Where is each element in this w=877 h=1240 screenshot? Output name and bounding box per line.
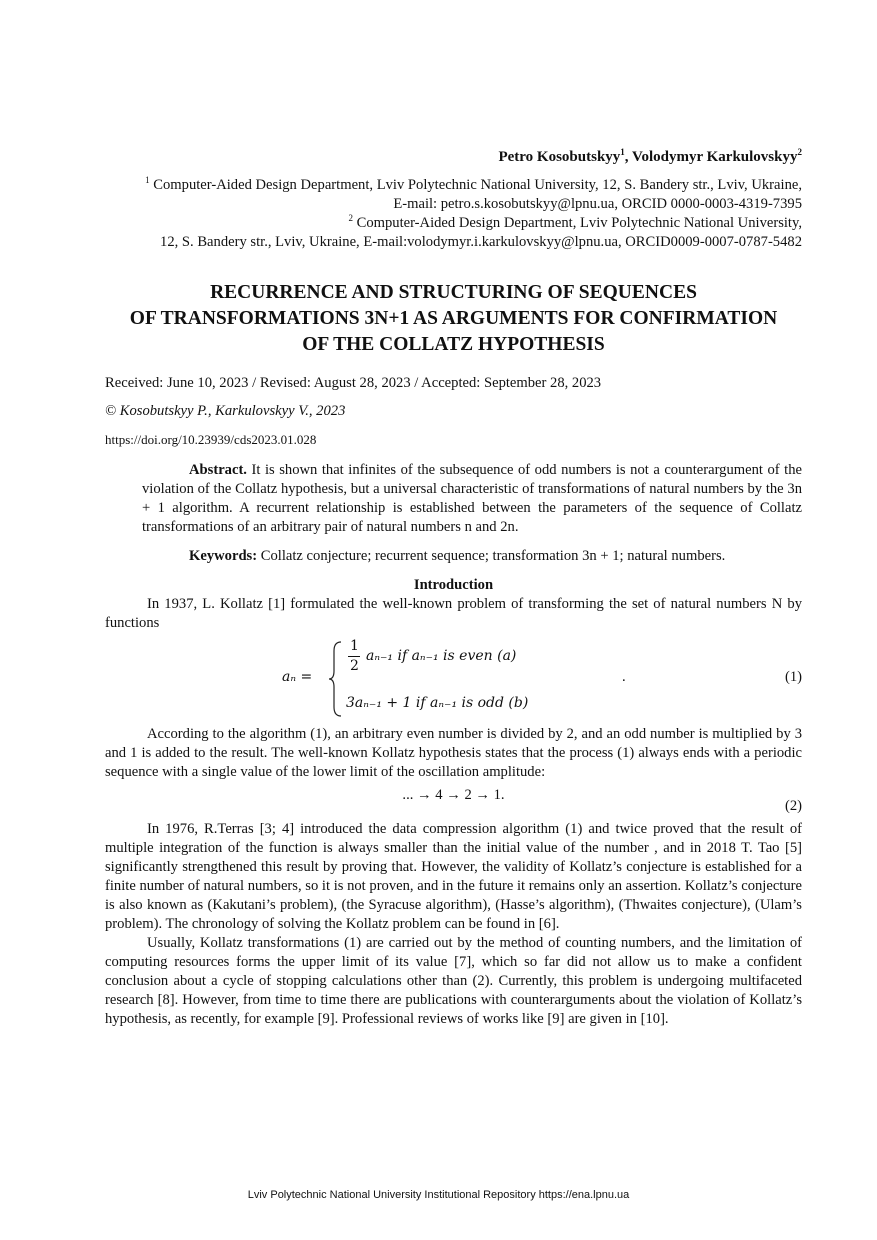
dates: Received: June 10, 2023 / Revised: August 28, 2023 / Accepted: September 28, 2023	[105, 375, 602, 391]
abstract	[142, 461, 802, 537]
author-1-sup: 1	[620, 147, 625, 157]
aff-sup: 2	[348, 213, 353, 224]
aff-sup: 1	[145, 175, 150, 186]
paper-title	[0, 280, 877, 358]
equation-number: (1)	[784, 669, 802, 685]
equation-1-row	[105, 637, 802, 719]
affiliation-1-line1	[102, 176, 802, 195]
author-sep: ,	[624, 149, 633, 165]
copyright: © Kosobutskyy P., Karkulovskyy V., 2023	[105, 403, 346, 419]
paragraph-2: According to the algorithm (1), an arbitrary even number is divided by 2, and an odd number is multiplied by 3 and 1 is added to the result. The well-known Kollatz hypothesis states that the process (1) always ends with a periodic sequence with a single value of the lower limit of the oscillation amplitude:	[105, 726, 802, 780]
equation-number: (2)	[784, 798, 802, 814]
author-1: Petro Kosobutskyy	[498, 149, 621, 165]
section-heading: Introduction	[413, 577, 494, 593]
paragraph-4: Usually, Kollatz transformations (1) are carried out by the method of counting numbers, and the limitation of computing resources forms the upper limit of its value [7], which so far did not allow us to make a confident conclusion about a cycle of stopping calculations other than (2). Currently, this problem is undergoing multifaceted research [8]. However, from time to time there are publications with counterarguments about the violation of Kollatz’s hypothesis, as recently, for example [9]. Professional reviews of works like [9] are given in [10].	[105, 935, 802, 1027]
footer-repository: Lviv Polytechnic National University Institutional Repository https://ena.lpnu.ua	[247, 1189, 630, 1201]
affiliation-2-line1	[102, 214, 802, 233]
eq-dot: .	[622, 669, 626, 685]
abstract-label: Abstract.	[189, 462, 247, 478]
affiliations	[102, 176, 802, 252]
keywords-text: Collatz conjecture; recurrent sequence; transformation 3n + 1; natural numbers.	[257, 548, 726, 564]
paragraph-1: In 1937, L. Kollatz [1] formulated the well-known problem of transforming the set of natural numbers N by functions	[105, 596, 802, 631]
equation-1	[282, 637, 682, 719]
author-2-sup: 2	[797, 147, 802, 157]
eq-lhs: aₙ =	[282, 669, 313, 685]
eq-case-a: aₙ₋₁ if aₙ₋₁ is even (a)	[366, 648, 517, 664]
equation-2-row	[105, 786, 802, 816]
authors	[498, 148, 802, 167]
frac-den: 2	[350, 658, 359, 674]
affiliation-1-line2: E-mail: petro.s.kosobutskyy@lpnu.ua, ORCID 0000-0003-4319-7395	[393, 196, 802, 212]
paragraph-3: In 1976, R.Terras [3; 4] introduced the data compression algorithm (1) and twice proved that the result of multiple integration of the function is always smaller than the initial value of the number , and in 2018 T. Tao [5] significantly strengthened this result by proving that. However, the validity of Kollatz’s conjecture is established for a finite number of natural numbers, so it is not proven, and in the future it remains only an assertion. Kollatz’s conjecture is also known as (Kakutani’s problem), (the Syracuse algorithm), (Hasse’s algorithm), (Thwaites conjecture), (Ulam’s problem). The chronology of solving the Kollatz problem can be found in [6].	[105, 821, 802, 932]
affiliation-2-line2: 12, S. Bandery str., Lviv, Ukraine, E-mail:volodymyr.i.karkulovskyy@lpnu.ua, ORCID0009-0007-0787-5482	[160, 234, 802, 250]
keywords	[142, 547, 802, 566]
equation-2: ... → 4 → 2 → 1.	[402, 787, 505, 803]
main-text	[105, 461, 802, 1029]
abstract-text: It is shown that infinites of the subsequence of odd numbers is not a counterargument of the violation of the Collatz hypothesis, but a universal characteristic of transformations of natural numbers by the 3n + 1 algorithm. A recurrent relationship is established between the parameters of the sequence of Collatz transformations of an arbitrary pair of natural numbers n and 2n.	[142, 462, 802, 535]
brace	[328, 641, 342, 717]
aff-text: Computer-Aided Design Department, Lviv Polytechnic National University,	[356, 215, 802, 231]
title-line: RECURRENCE AND STRUCTURING OF SEQUENCES	[210, 282, 697, 303]
author-2: Volodymyr Karkulovskyy	[632, 149, 798, 165]
aff-text: Computer-Aided Design Department, Lviv Polytechnic National University, 12, S. Bandery str., Lviv, Ukraine,	[153, 177, 802, 193]
title-line: OF THE COLLATZ HYPOTHESIS	[302, 334, 605, 355]
frac-num: 1	[350, 638, 359, 654]
keywords-label: Keywords:	[189, 548, 258, 564]
doi-link[interactable]: https://doi.org/10.23939/cds2023.01.028	[105, 432, 317, 447]
eq-case-b: 3aₙ₋₁ + 1 if aₙ₋₁ is odd (b)	[346, 695, 529, 711]
title-line: OF TRANSFORMATIONS 3N+1 AS ARGUMENTS FOR CONFIRMATION	[129, 308, 778, 329]
